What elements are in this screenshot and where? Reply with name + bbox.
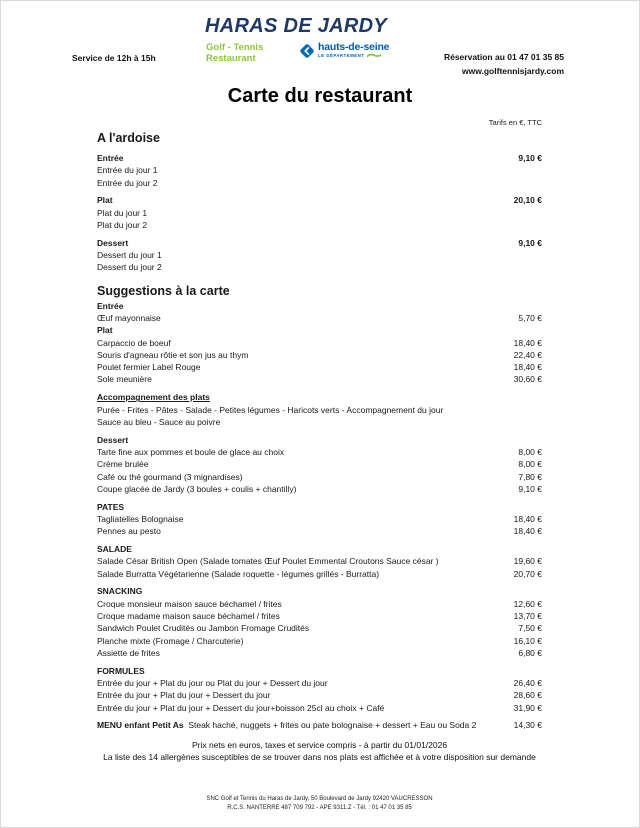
brand-subtitle-line1: Golf - Tennis bbox=[206, 42, 264, 53]
menu-price: 20,70 € bbox=[513, 568, 542, 579]
menu-price: 7,80 € bbox=[518, 471, 542, 482]
dept-logo-tagline-row bbox=[318, 53, 389, 58]
menu-item bbox=[97, 361, 542, 373]
menu-label: Plat du jour 2 bbox=[97, 219, 148, 230]
menu-label: Assiette de frites bbox=[97, 647, 160, 658]
menu-item bbox=[97, 525, 542, 537]
menu-subheading bbox=[97, 237, 542, 249]
menu-price: 16,10 € bbox=[513, 635, 542, 646]
menu-item bbox=[97, 555, 542, 567]
menu-label: Croque madame maison sauce béchamel / frites bbox=[97, 611, 280, 621]
menu-label: Œuf mayonnaise bbox=[97, 312, 161, 323]
menu-price: 13,70 € bbox=[513, 611, 542, 621]
menu-item bbox=[97, 598, 542, 610]
menu-item bbox=[97, 610, 542, 622]
menu-subheading bbox=[97, 585, 542, 597]
menu-item bbox=[97, 373, 542, 385]
menu-text-line bbox=[97, 177, 542, 189]
menu-label: Sauce au bleu - Sauce au poivre bbox=[97, 416, 221, 427]
menu-price: 18,40 € bbox=[513, 362, 542, 373]
menu-text-line bbox=[97, 207, 542, 219]
allergen-note: La liste des 14 allergènes susceptibles de se trouver dans nos plats est affichée et à votre disposition sur demande bbox=[103, 752, 536, 763]
company-footer bbox=[97, 795, 542, 814]
menu-item bbox=[97, 677, 542, 689]
menu-price: 19,60 € bbox=[513, 556, 542, 567]
menu-price: 12,60 € bbox=[513, 598, 542, 609]
menu-label: Sole meunière bbox=[97, 374, 152, 385]
menu-price: 8,00 € bbox=[518, 446, 542, 457]
menu-item bbox=[97, 622, 542, 634]
menu-item bbox=[97, 689, 542, 701]
menu-subheading bbox=[97, 543, 542, 555]
menu-text-line bbox=[97, 219, 542, 231]
menu-price: 26,40 € bbox=[513, 677, 542, 688]
menu-label: Coupe glacée de Jardy (3 boules + coulis + chantilly) bbox=[97, 483, 297, 494]
menu-label: Entrée bbox=[97, 300, 124, 311]
menu-label: Tagliatelles Bolognaise bbox=[97, 513, 184, 524]
dept-logo-name: hauts-de-seine bbox=[318, 41, 390, 53]
menu-price: 14,30 € bbox=[513, 720, 542, 731]
menu-subheading bbox=[97, 194, 542, 206]
menu-label: Crème brulée bbox=[97, 459, 149, 470]
menu-text-line bbox=[97, 249, 542, 261]
menu-subheading bbox=[97, 300, 542, 312]
footer-notes bbox=[97, 739, 542, 764]
menu-section-heading bbox=[97, 283, 542, 299]
menu-item bbox=[97, 446, 542, 458]
menu-price: 28,60 € bbox=[513, 690, 542, 701]
menu-label: Entrée du jour + Plat du jour + Dessert du jour+boisson 25cl au choix + Café bbox=[97, 702, 385, 713]
menu-label: Entrée du jour + Plat du jour + Dessert du jour bbox=[97, 690, 271, 701]
menu-item bbox=[97, 337, 542, 349]
menu-text-line bbox=[97, 404, 542, 416]
menu-price: 8,00 € bbox=[518, 459, 542, 470]
menu-price: 18,40 € bbox=[513, 513, 542, 524]
menu-subheading bbox=[97, 152, 542, 164]
menu-label: Entrée bbox=[97, 153, 124, 163]
menu-price: 18,40 € bbox=[513, 526, 542, 537]
menu-label: Dessert du jour 1 bbox=[97, 250, 162, 261]
brand-subtitle bbox=[206, 42, 263, 64]
menu-item bbox=[97, 647, 542, 659]
menu-price: 22,40 € bbox=[513, 349, 542, 360]
dept-logo-text bbox=[318, 42, 389, 58]
menu-price: 9,10 € bbox=[518, 153, 542, 163]
menu-label: Dessert bbox=[97, 434, 129, 445]
website-url: www.golftennisjardy.com bbox=[461, 65, 564, 76]
menu-item bbox=[97, 312, 542, 324]
menu-label: Salade Burratta Végétarienne (Salade roquette - légumes grillés - Burratta) bbox=[97, 568, 380, 579]
page-header bbox=[1, 1, 639, 87]
menu-subheading bbox=[97, 324, 542, 336]
page-title: Carte du restaurant bbox=[227, 85, 413, 107]
menu-label: Planche mixte (Fromage / Charcuterie) bbox=[97, 635, 244, 646]
menu-item bbox=[97, 483, 542, 495]
menu-content bbox=[97, 130, 542, 814]
menu-item bbox=[97, 513, 542, 525]
menu-label: Plat bbox=[97, 325, 113, 336]
menu-rows bbox=[97, 130, 542, 732]
menu-label: Dessert bbox=[97, 237, 129, 248]
menu-label: Suggestions à la carte bbox=[97, 283, 230, 298]
menu-label: Sandwich Poulet Crudités ou Jambon Fromage Crudités bbox=[97, 623, 310, 634]
menu-label: Accompagnement des plats bbox=[97, 392, 210, 403]
menu-label: Poulet fermier Label Rouge bbox=[97, 362, 201, 373]
menu-text-line bbox=[97, 416, 542, 428]
menu-label: Purée - Frites - Pâtes - Salade - Petites légumes - Haricots verts - Accompagnement du jour bbox=[97, 404, 444, 415]
menu-item bbox=[97, 635, 542, 647]
menu-item bbox=[97, 349, 542, 361]
menu-text-line bbox=[97, 164, 542, 176]
tarifs-note: Tarifs en €, TTC bbox=[488, 118, 542, 127]
service-hours: Service de 12h à 15h bbox=[72, 53, 156, 63]
menu-subheading bbox=[97, 501, 542, 513]
brand-title: HARAS DE JARDY bbox=[204, 15, 388, 37]
menu-item bbox=[97, 702, 542, 714]
menu-label: Souris d'agneau rôtie et son jus au thym bbox=[97, 349, 249, 360]
menu-label: SNACKING bbox=[97, 586, 143, 597]
menu-label: Plat du jour 1 bbox=[97, 207, 148, 218]
menu-label: Pennes au pesto bbox=[97, 526, 161, 537]
menu-price: 20,10 € bbox=[513, 195, 542, 206]
menu-price: 9,10 € bbox=[518, 237, 542, 248]
menu-label: Café ou thé gourmand (3 mignardises) bbox=[97, 471, 243, 482]
menu-label: Entrée du jour + Plat du jour ou Plat du jour + Dessert du jour bbox=[97, 677, 328, 688]
menu-item bbox=[97, 458, 542, 470]
hauts-de-seine-logo bbox=[299, 42, 389, 59]
dept-logo-tagline: LE DÉPARTEMENT bbox=[318, 53, 365, 58]
menu-label: Carpaccio de boeuf bbox=[97, 337, 171, 348]
menu-label: FORMULES bbox=[97, 665, 145, 676]
menu-label: Plat bbox=[97, 195, 113, 206]
menu-section-heading bbox=[97, 130, 542, 146]
menu-label: A l'ardoise bbox=[97, 131, 160, 145]
menu-label: MENU enfant Petit As Steak haché, nuggets + frites ou pate bolognaise + dessert + Eau ou Soda 2 bbox=[97, 720, 477, 731]
menu-label: SALADE bbox=[97, 544, 132, 555]
menu-text-line bbox=[97, 261, 542, 273]
menu-subheading bbox=[97, 434, 542, 446]
price-note: Prix nets en euros, taxes et service compris - à partir du 01/01/2026 bbox=[191, 739, 448, 750]
menu-price: 9,10 € bbox=[518, 483, 542, 494]
menu-price: 30,60 € bbox=[513, 374, 542, 385]
menu-label: Entrée du jour 1 bbox=[97, 165, 158, 176]
diamond-chevron-icon bbox=[299, 43, 315, 59]
company-address: SNC Golf et Tennis du Haras de Jardy, 50 Boulevard de Jardy 92420 VAUCRESSON bbox=[206, 795, 433, 802]
menu-price: 31,90 € bbox=[513, 702, 542, 713]
menu-price: 7,50 € bbox=[518, 623, 542, 634]
green-wave-icon bbox=[367, 53, 381, 58]
menu-label: Salade César British Open (Salade tomates Œuf Poulet Emmental Croutons Sauce césar ) bbox=[97, 556, 439, 567]
brand-subtitle-line2: Restaurant bbox=[206, 53, 256, 64]
contact-block bbox=[444, 51, 564, 78]
menu-item bbox=[97, 568, 542, 580]
menu-label: Entrée du jour 2 bbox=[97, 177, 158, 188]
menu-label: Dessert du jour 2 bbox=[97, 262, 162, 273]
menu-item bbox=[97, 719, 542, 731]
company-registration: R.C.S. NANTERRE 487 709 792 - APE 9311.Z - Tél. : 01 47 01 35 85 bbox=[227, 805, 412, 812]
menu-price: 18,40 € bbox=[513, 337, 542, 348]
menu-item bbox=[97, 471, 542, 483]
reservation-phone: Réservation au 01 47 01 35 85 bbox=[443, 52, 564, 62]
menu-price: 6,80 € bbox=[518, 647, 542, 658]
menu-label: Tarte fine aux pommes et boule de glace au choix bbox=[97, 446, 285, 457]
menu-label: PATES bbox=[97, 501, 125, 512]
menu-subheading bbox=[97, 665, 542, 677]
menu-subheading bbox=[97, 391, 542, 403]
menu-price: 5,70 € bbox=[518, 312, 542, 323]
menu-label: Croque monsieur maison sauce béchamel / frites bbox=[97, 598, 282, 609]
